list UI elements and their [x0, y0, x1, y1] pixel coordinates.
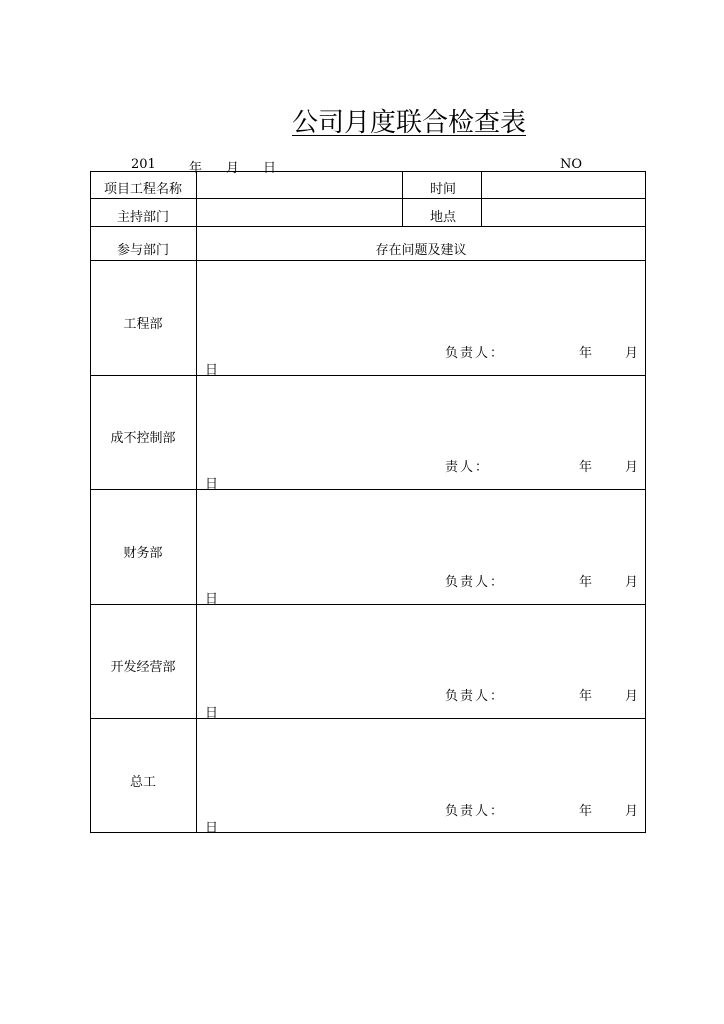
- sign-day-label: 日: [205, 477, 221, 492]
- table-border-top: [90, 171, 646, 172]
- department-comment-area[interactable]: [198, 607, 643, 687]
- place-label: 地点: [429, 210, 457, 225]
- department-name: 成不控制部: [110, 431, 176, 446]
- row-divider: [90, 718, 646, 719]
- sign-month-label: 月: [625, 804, 641, 819]
- time-label: 时间: [429, 182, 457, 197]
- column-divider: [402, 171, 403, 226]
- sign-year-label: 年: [579, 689, 595, 704]
- signer-label: 负责人：: [445, 804, 506, 819]
- sign-month-label: 月: [625, 689, 641, 704]
- department-comment-area[interactable]: [198, 492, 643, 572]
- host-department-label: 主持部门: [116, 210, 170, 225]
- table-border-left: [90, 171, 91, 833]
- sign-year-label: 年: [579, 346, 595, 361]
- department-comment-area[interactable]: [198, 263, 643, 343]
- sign-day-label: 日: [205, 821, 221, 836]
- sign-day-label: 日: [205, 706, 221, 721]
- inspection-table: [90, 171, 646, 836]
- sign-day-label: 日: [205, 592, 221, 607]
- row-divider: [90, 604, 646, 605]
- signer-label: 负责人：: [445, 689, 506, 704]
- date-month-label: 月: [226, 161, 240, 176]
- row-divider: [90, 375, 646, 376]
- sign-month-label: 月: [625, 575, 641, 590]
- row-divider: [90, 489, 646, 490]
- host-department-field[interactable]: [198, 201, 400, 225]
- project-name-label: 项目工程名称: [103, 182, 183, 197]
- column-divider: [481, 171, 482, 226]
- sign-year-label: 年: [579, 575, 595, 590]
- participants-label: 参与部门: [116, 243, 170, 258]
- table-border-bottom: [90, 832, 646, 833]
- signer-label: 负责人：: [445, 575, 506, 590]
- label-column-divider: [196, 171, 197, 833]
- department-comment-area[interactable]: [198, 378, 643, 458]
- date-day-label: 日: [263, 161, 277, 176]
- sign-month-label: 月: [625, 460, 641, 475]
- sign-year-label: 年: [579, 460, 595, 475]
- table-border-right: [645, 171, 646, 833]
- issues-suggestions-header: 存在问题及建议: [375, 243, 467, 258]
- department-name: 开发经营部: [110, 660, 176, 675]
- signer-label: 责人：: [445, 460, 491, 475]
- date-year-prefix: 201: [131, 157, 156, 172]
- sign-month-label: 月: [625, 346, 641, 361]
- time-field[interactable]: [483, 173, 643, 197]
- row-divider: [90, 198, 646, 199]
- department-name: 工程部: [123, 317, 163, 332]
- row-divider: [90, 260, 646, 261]
- department-name: 总工: [129, 775, 157, 790]
- document-title: 公司月度联合检查表: [292, 108, 527, 138]
- signer-label: 负责人：: [445, 346, 506, 361]
- place-field[interactable]: [483, 201, 643, 225]
- department-name: 财务部: [123, 546, 163, 561]
- project-name-field[interactable]: [198, 173, 400, 197]
- department-comment-area[interactable]: [198, 721, 643, 801]
- sign-year-label: 年: [579, 804, 595, 819]
- sign-day-label: 日: [205, 363, 221, 378]
- row-divider: [90, 226, 646, 227]
- serial-number-label: NO: [560, 157, 583, 172]
- date-year-label: 年: [189, 161, 203, 176]
